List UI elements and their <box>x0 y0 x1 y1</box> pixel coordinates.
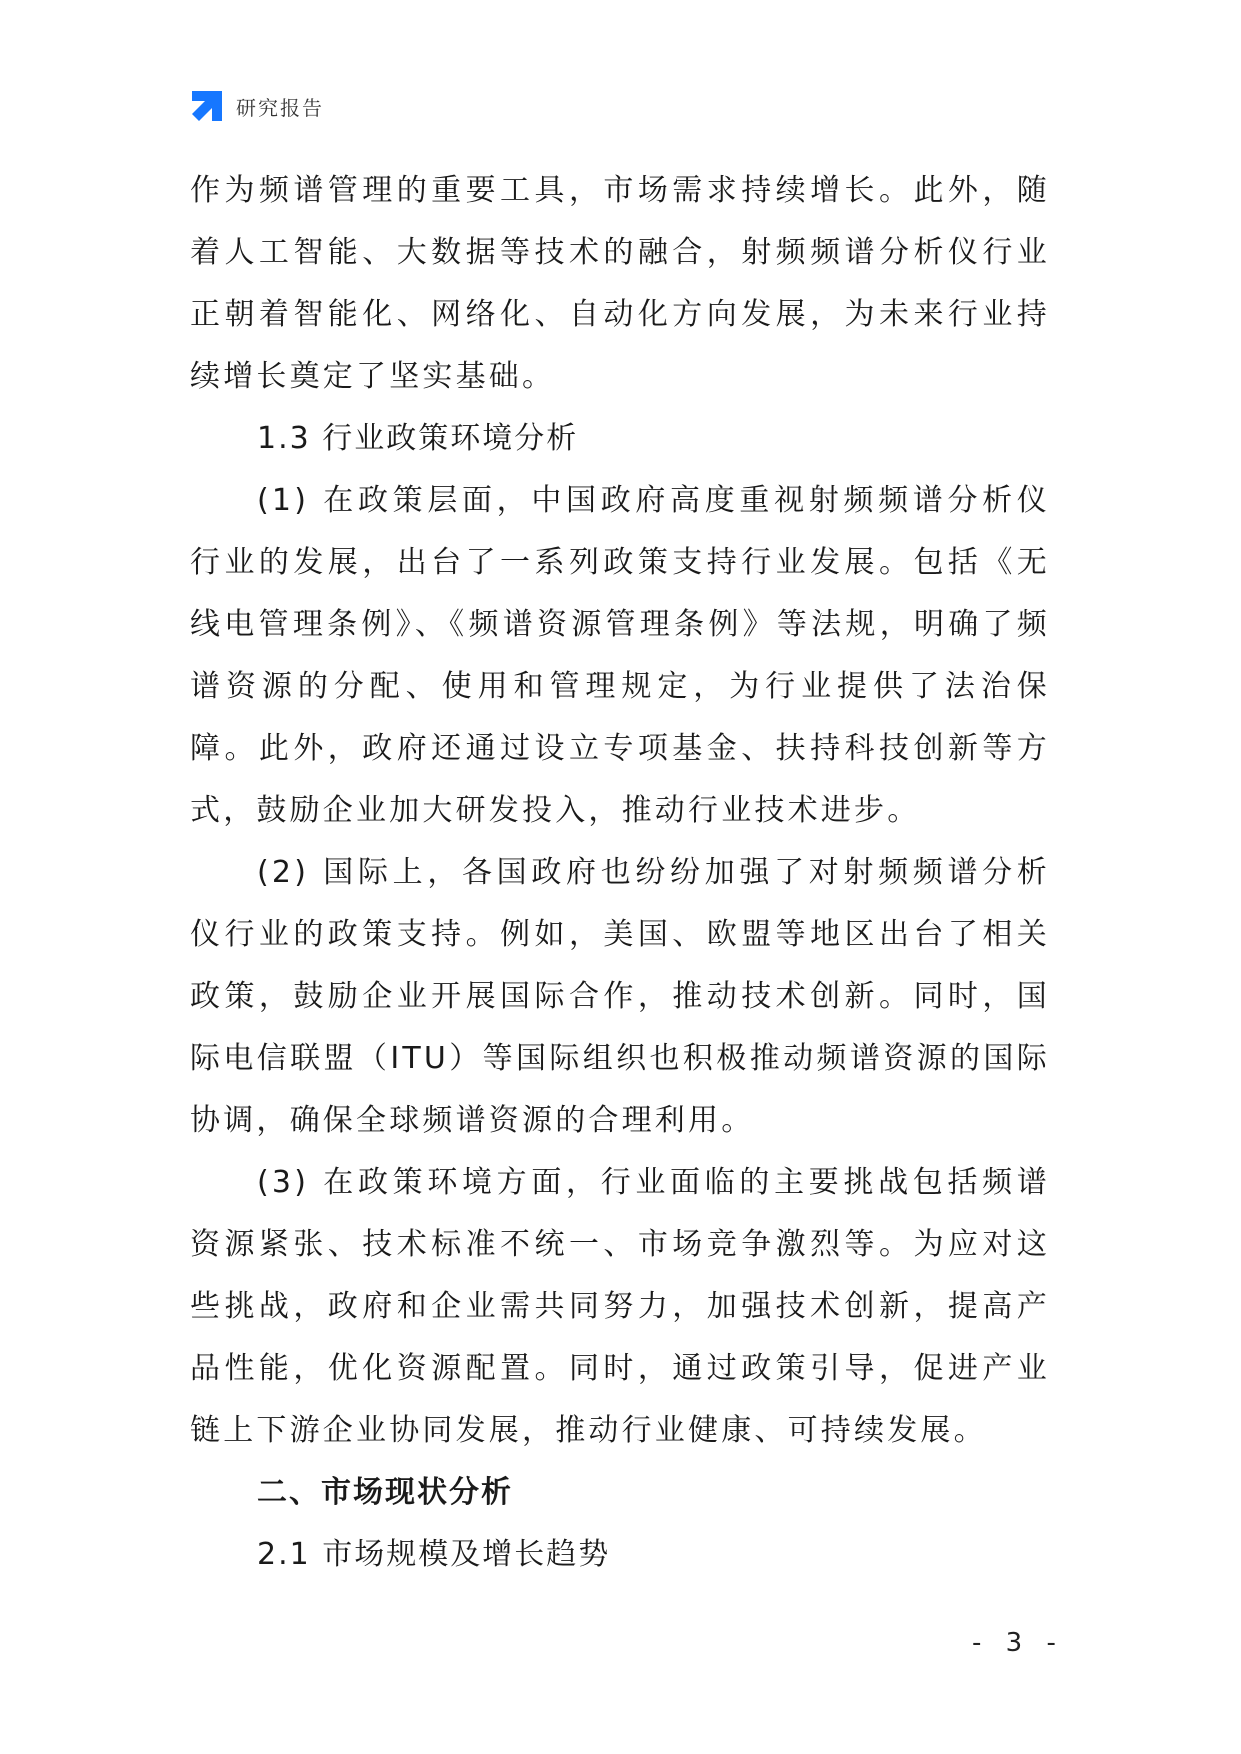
intro-paragraph: 作为频谱管理的重要工具，市场需求持续增长。此外，随着人工智能、大数据等技术的融合，射频频谱分析仪行业正朝着智能化、网络化、自动化方向发展，为未来行业持续增长奠定了坚实基础。 <box>190 173 1050 394</box>
policy-paragraph-1: (1) 在政策层面，中国政府高度重视射频频谱分析仪行业的发展，出台了一系列政策支持行业发展。包括《无线电管理条例》、《频谱资源管理条例》等法规，明确了频谱资源的分配、使用和管理规定，为行业提供了法治保障。此外，政府还通过设立专项基金、扶持科技创新等方式，鼓励企业加大研发投入，推动行业技术进步。 <box>190 483 1050 828</box>
section-heading-2-1: 2.1 市场规模及增长趋势 <box>257 1537 611 1572</box>
header-title: 研究报告 <box>236 95 324 120</box>
policy-paragraph-2: (2) 国际上，各国政府也纷纷加强了对射频频谱分析仪行业的政策支持。例如，美国、欧盟等地区出台了相关政策，鼓励企业开展国际合作，推动技术创新。同时，国际电信联盟（ITU）等国际组织也积极推动频谱资源的国际协调，确保全球频谱资源的合理利用。 <box>190 855 1050 1138</box>
report-header <box>190 88 324 124</box>
page-number: - 3 - <box>972 1628 1064 1658</box>
arrow-up-right-icon <box>190 89 224 123</box>
section-heading-1-3: 1.3 行业政策环境分析 <box>257 421 579 456</box>
policy-paragraph-3: (3) 在政策环境方面，行业面临的主要挑战包括频谱资源紧张、技术标准不统一、市场竞争激烈等。为应对这些挑战，政府和企业需共同努力，加强技术创新，提高产品性能，优化资源配置。同时，通过政策引导，促进产业链上下游企业协同发展，推动行业健康、可持续发展。 <box>190 1165 1050 1448</box>
chapter-heading-2: 二、市场现状分析 <box>257 1475 513 1510</box>
document-body <box>190 160 1050 1586</box>
